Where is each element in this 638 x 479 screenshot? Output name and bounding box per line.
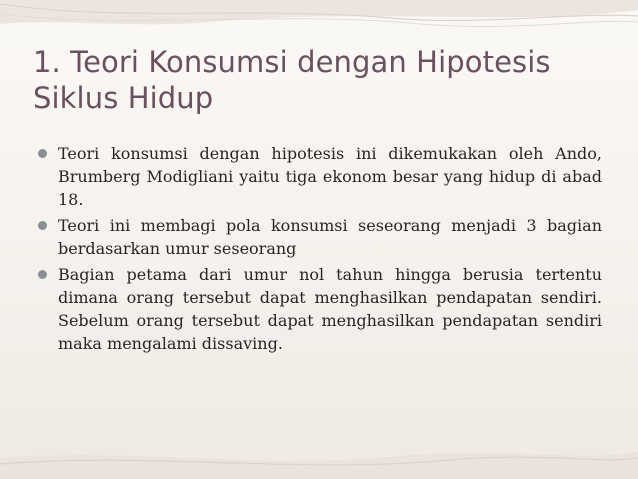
bullet-item: [36, 214, 602, 260]
bullet-item: [36, 263, 602, 355]
bullet-icon: [38, 221, 47, 230]
top-decoration: [0, 0, 638, 34]
bullet-icon: [38, 270, 47, 279]
bullet-item: [36, 142, 602, 211]
bullet-text: Teori ini membagi pola konsumsi seseorang menjadi 3 bagian berdasarkan umur seseorang: [58, 216, 602, 258]
bullet-icon: [38, 149, 47, 158]
slide-title: 1. Teori Konsumsi dengan Hipotesis Siklus Hidup: [33, 45, 551, 115]
bullet-text: Teori konsumsi dengan hipotesis ini dikemukakan oleh Ando, Brumberg Modigliani yaitu tiga ekonom besar yang hidup di abad 18.: [58, 144, 602, 209]
bullet-text: Bagian petama dari umur nol tahun hingga berusia tertentu dimana orang tersebut dapat menghasilkan pendapatan sendiri. Sebelum orang tersebut dapat menghasilkan pendapatan sendiri maka mengalami dissaving.: [58, 265, 602, 353]
bullet-list: [36, 142, 602, 358]
bottom-decoration: [0, 444, 638, 479]
